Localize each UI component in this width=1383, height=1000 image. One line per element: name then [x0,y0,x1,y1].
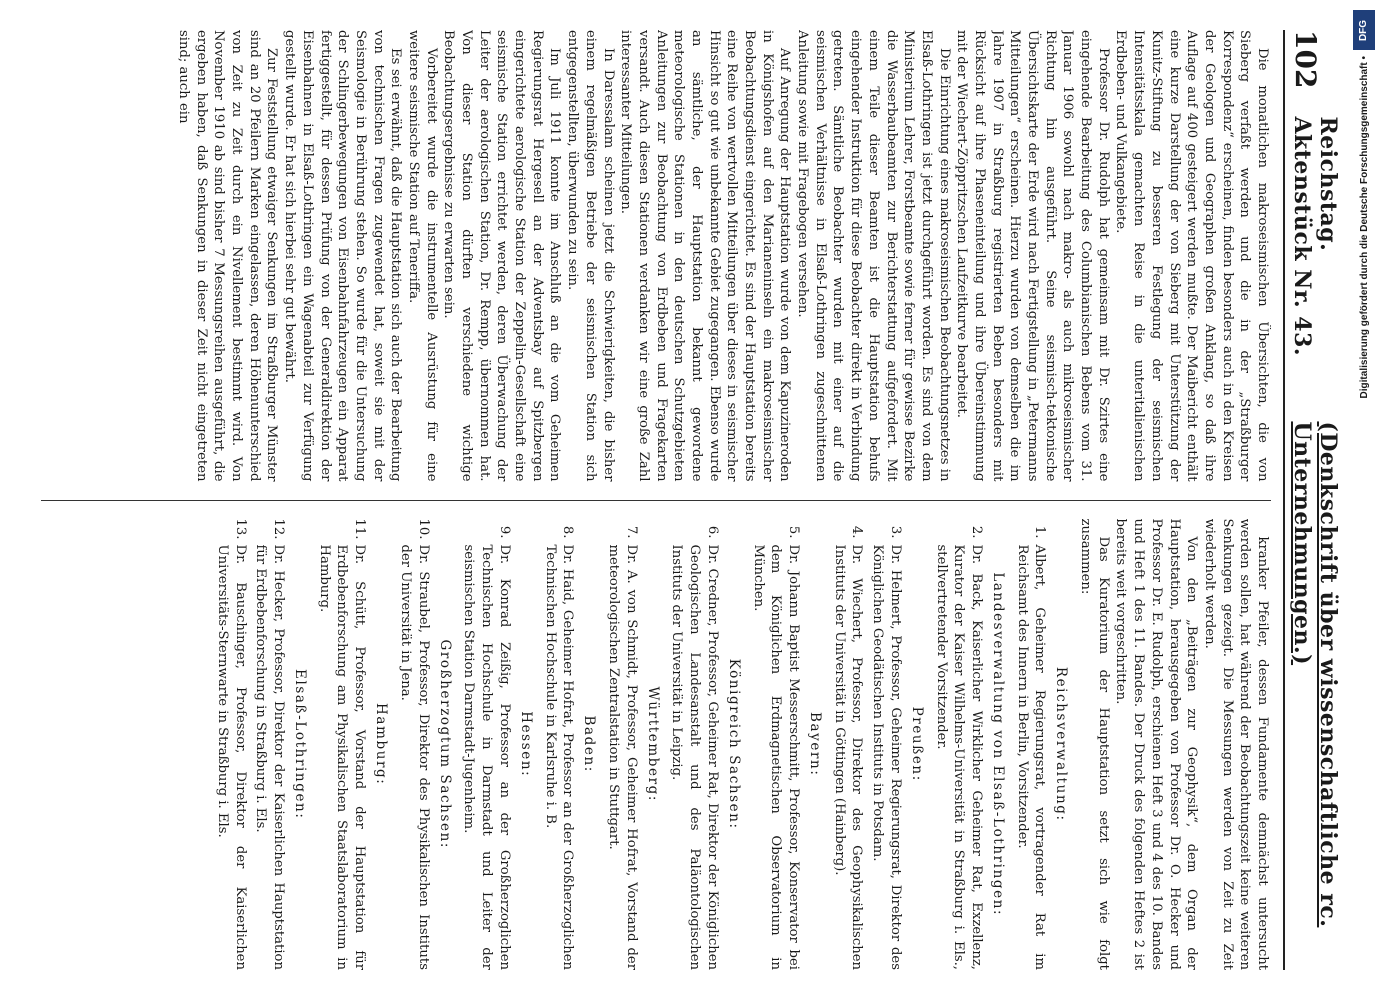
list-item-text: Dr. Konrad Zeißig, Professor an der Großherzoglichen Technischen Hochschule in Darmstadt und Leiter der seismischen Station Darmstadt-Jugenheim. [461,544,512,970]
body-paragraph: kranker Pfeiler, dessen Fundamente demnächst untersucht werden sollen, hat während der Beobachtungszeit keine weiteren Senkungen gezeigt. Die Messungen werden von Zeit zu Zeit wiederholt werden. [1201,518,1270,970]
section-heading: Bayern: [807,712,824,777]
body-paragraph: Vorbereitet wurde die instrumentelle Ausrüstung für eine weitere seismische Station auf Teneriffa. [406,30,439,482]
list-item-text: Dr. Wiechert, Professor, Direktor des Geophysikalischen Instituts der Universität in Göttingen (Hainberg). [831,544,865,970]
body-paragraph: Zur Feststellung etwaiger Senkungen im Straßburger Münster sind an 20 Pfeilern Marken eingelassen, deren Höhenunterschied von Zeit zu Zeit durch ein Nivellement bestimmt wird. Von November 1910 ab sind bisher 7 Messungsreihen ausgeführt, die ergeben haben, daß Senkungen in dieser Zeit nicht eingetreten sind; auch ein [176,30,280,482]
column-divider [41,500,1271,501]
list-item-text: Dr. Hecker, Professor, Direktor der Kaiserlichen Hauptstation für Erdbebenforschung in Straßburg i. Els. [253,544,287,970]
body-paragraph: Im Juli 1911 konnte im Anschluß an die vom Geheimen Regierungsrat Hergesell an der Adventsbay auf Spitzbergen eingerichtete aerologische Station der Zeppelin-Gesellschaft eine seismische Station errichtet werden, deren Überwachung der Leiter der aerologischen Station, Dr. Rempp, übernommen hat. Von dieser Station dürften verschiedene wichtige Beobachtungsergebnisse zu erwarten sein. [441,30,563,482]
list-item-number: 4. [849,525,865,539]
list-item [213,519,248,971]
page-number: 102 [1289,30,1322,89]
body-paragraph: In Daressalam scheinen jetzt die Schwierigkeiten, die bisher einem regelmäßigen Betriebe der seismischen Station sich entgegenstellten, überwunden zu sein. [565,30,616,482]
section-heading: Großherzogtum Sachsen: [436,639,453,850]
list-item [1013,519,1048,971]
section-heading: Königreich Sachsen: [725,658,742,830]
list-item-number: 7. [623,525,639,539]
kuratorium-list [213,519,1070,971]
list-item [541,519,576,971]
rotated-document-page [35,30,1345,970]
list-item-text: Dr. Johann Baptist Messerschmitt, Professor, Konservator bei dem Königlichen Erdmagnetischen Observatorium in München. [750,544,801,970]
body-paragraph: Auf Anregung der Hauptstation wurde von dem Kapuzineroden in Königshofen auf den Marianeninseln ein makroseismischer Beobachtungsdienst eingerichtet. Es sind der Hauptstation bereits eine Reihe von wertvollen Mitteilungen über dieses in seismischer Hinsicht so gut wie unbekannte Gebiet zugegangen. Ebenso wurde an sämtliche, der Hauptstation bekannt gewordene meteorologische Stationen in den deutschen Schutzgebieten Anleitungen zur Beobachtung von Erdbeben und Fragekarten versandt. Auch diesen Stationen verdanken wir eine große Zahl interessanter Mitteilungen. [618,30,793,482]
list-item-number: 6. [704,525,720,539]
list-item-number: 12. [271,518,287,540]
list-item [604,519,639,971]
section-heading: Hessen: [517,711,534,778]
list-item [252,519,287,971]
running-head: Reichstag. Aktenstück Nr. 43. [1289,116,1341,357]
list-item-text: Albert, Geheimer Regierungsrat, vortragender Rat im Reichsamt des Innern in Berlin, Vorsitzender. [1014,544,1048,970]
list-item [460,519,513,971]
section-heading: Preußen: [908,706,925,782]
list-item-text: Dr. Helmert, Professor, Geheimer Regierungsrat, Direktor des Königlichen Geodätischen Instituts in Potsdam. [870,544,903,970]
body-paragraph: Von den „Beiträgen zur Geophysik“, dem Organ der Hauptstation, herausgegeben von Professor Dr. O. Hecker und Professor Dr. E. Rudolph, erschienen Heft 3 und 4 des 10. Bandes und Heft 1 des 11. Bandes. Der Druck des folgenden Heftes 2 ist bereits weit vorgeschritten. [1113,518,1200,970]
list-item-number: 5. [785,525,801,539]
list-item-number: 8. [560,525,576,539]
list-item-text: Dr. Schütt, Professor, Vorstand der Hauptstation für Erdbebenforschung am Physikalischen Staatslaboratorium in Hamburg. [316,544,368,970]
body-paragraph: Das Kuratorium der Hauptstation setzt sich wie folgt zusammen: [1078,518,1111,970]
body-paragraph: Die Einrichtung eines makroseismischen Beobachtungsnetzes in Elsaß-Lothringen ist jetzt durchgeführt worden. Es sind von dem Ministerium Lehrer, Forstbeamte sowie ferner für gewisse Bezirke die Wasserbaubeamten zur Berichterstattung aufgefordert. Mit einem Teile dieser Beamten ist die Hauptstation behufs eingehender Instruktion für diese Beobachter direkt in Verbindung getreten. Sämtliche Beobachter wurden mit einer auf die seismischen Verhältnisse in Elsaß-Lothringen zugeschnittenen Anleitung sowie mit Fragebogen versehen. [795,30,952,482]
right-column-intro [1076,519,1271,971]
dfg-logo: DFG [1353,10,1375,50]
list-item-text: Dr. A. von Schmidt, Professor, Geheimer Hofrat, Vorstand der meteorologischen Zentralstation in Stuttgart. [605,544,639,970]
section-heading: Reichsverwaltung: [1053,666,1070,822]
list-item [749,519,802,971]
section-heading: Landesverwaltung von Elsaß-Lothringen: [989,572,1006,917]
list-item-text: Dr. Credner, Professor, Geheimer Rat, Direktor der Königlichen Geologischen Landesanstalt und des Paläontologischen Instituts der Universität in Leipzig. [669,544,720,970]
digitization-note: Digitalisierung gefördert durch die Deutsche Forschungsgemeinschaft • [1358,56,1370,399]
list-item [396,519,431,971]
list-item-text: Dr. Back, Kaiserlicher Wirklicher Geheimer Rat, Exzellenz, Kurator der Kaiser Wilhelms-Universität in Straßburg i. Els., stellvertretender Vorsitzender. [933,544,984,970]
list-item-number: 1. [1032,525,1048,539]
list-item [932,519,985,971]
text-columns [41,30,1271,970]
page-header [1283,30,1345,970]
list-item [868,519,903,971]
section-heading: Elsaß-Lothringen: [292,669,309,820]
digitization-footer [1351,10,1377,990]
right-column [41,519,1271,971]
left-column [41,30,1271,482]
list-item [830,519,865,971]
list-item-text: Dr. Haid, Geheimer Hofrat, Professor an der Großherzoglichen Technischen Hochschule in Karlsruhe i. B. [542,544,576,970]
list-item-number: 2. [968,525,984,539]
list-item-number: 10. [415,518,431,540]
body-paragraph: Es sei erwähnt, daß die Hauptstation sich auch der Bearbeitung von technischen Fragen zugewendet hat, soweit sie mit der Seismologie in Berührung stehen. So wurde für die Untersuchung der Schlingerbewegungen von Eisenbahnfahrzeugen ein Apparat fertiggestellt, für dessen Prüfung von der Generaldirektion der Eisenbahnen in Elsaß-Lothringen ein Wagenabteil zur Verfügung gestellt wurde. Er hat sich hierbei sehr gut bewährt. [282,30,404,482]
body-paragraph: Professor Dr. Rudolph hat gemeinsam mit Dr. Szirtes eine eingehende Bearbeitung des Columbianischen Bebens vom 31. Januar 1906 sowohl nach makro- als auch mikroseismischer Richtung hin ausgeführt. Seine seismisch-tektonische Übersichtskarte der Erde wird nach Fertigstellung in „Petermanns Mitteilungen“ erscheinen. Hierzu wurden von demselben die im Jahre 1907 in Straßburg registrierten Beben besonders mit Rücksicht auf ihre Phaseneinteilung und ihre Übereinstimmung mit der Wiechert-Zöppritzschen Laufzeitkurve bearbeitet. [954,30,1111,482]
list-item-number: 3. [887,525,903,539]
body-paragraph: Die monatlichen makroseismischen Übersichten, die von Sieberg verfaßt werden und die in der „Straßburger Korrespondenz“ erscheinen, finden besonders auch in den Kreisen der Geologen und Geographen großen Anklang, so daß ihre Auflage auf 400 gesteigert werden mußte. Der Maibericht enthält eine kurze Darstellung der von Sieberg mit Unterstützung der Kunitz-Stiftung zu besseren Festlegung der seismischen Intensitätsskala gemachten Reise in die unteritalienischen Erdbeben- und Vulkangebiete. [1113,30,1270,482]
list-item [668,519,721,971]
list-item-text: Dr. Straubel, Professor, Direktor des Physikalischen Instituts der Universität in Jena. [397,544,431,970]
section-heading: Baden: [581,715,598,773]
section-heading: Württemberg: [644,686,661,803]
list-item-number: 13. [232,518,248,540]
list-item [315,519,368,971]
list-item-number: 9. [496,525,512,539]
running-title: (Denkschrift über wissenschaftliche rc. Unternehmungen.) [1289,421,1341,928]
section-heading: Hamburg: [373,703,390,786]
list-item-text: Dr. Bauschinger, Professor, Direktor der Kaiserlichen Universitäts-Sternwarte in Straßburg i. Els. [214,544,248,970]
list-item-number: 11. [352,518,368,540]
